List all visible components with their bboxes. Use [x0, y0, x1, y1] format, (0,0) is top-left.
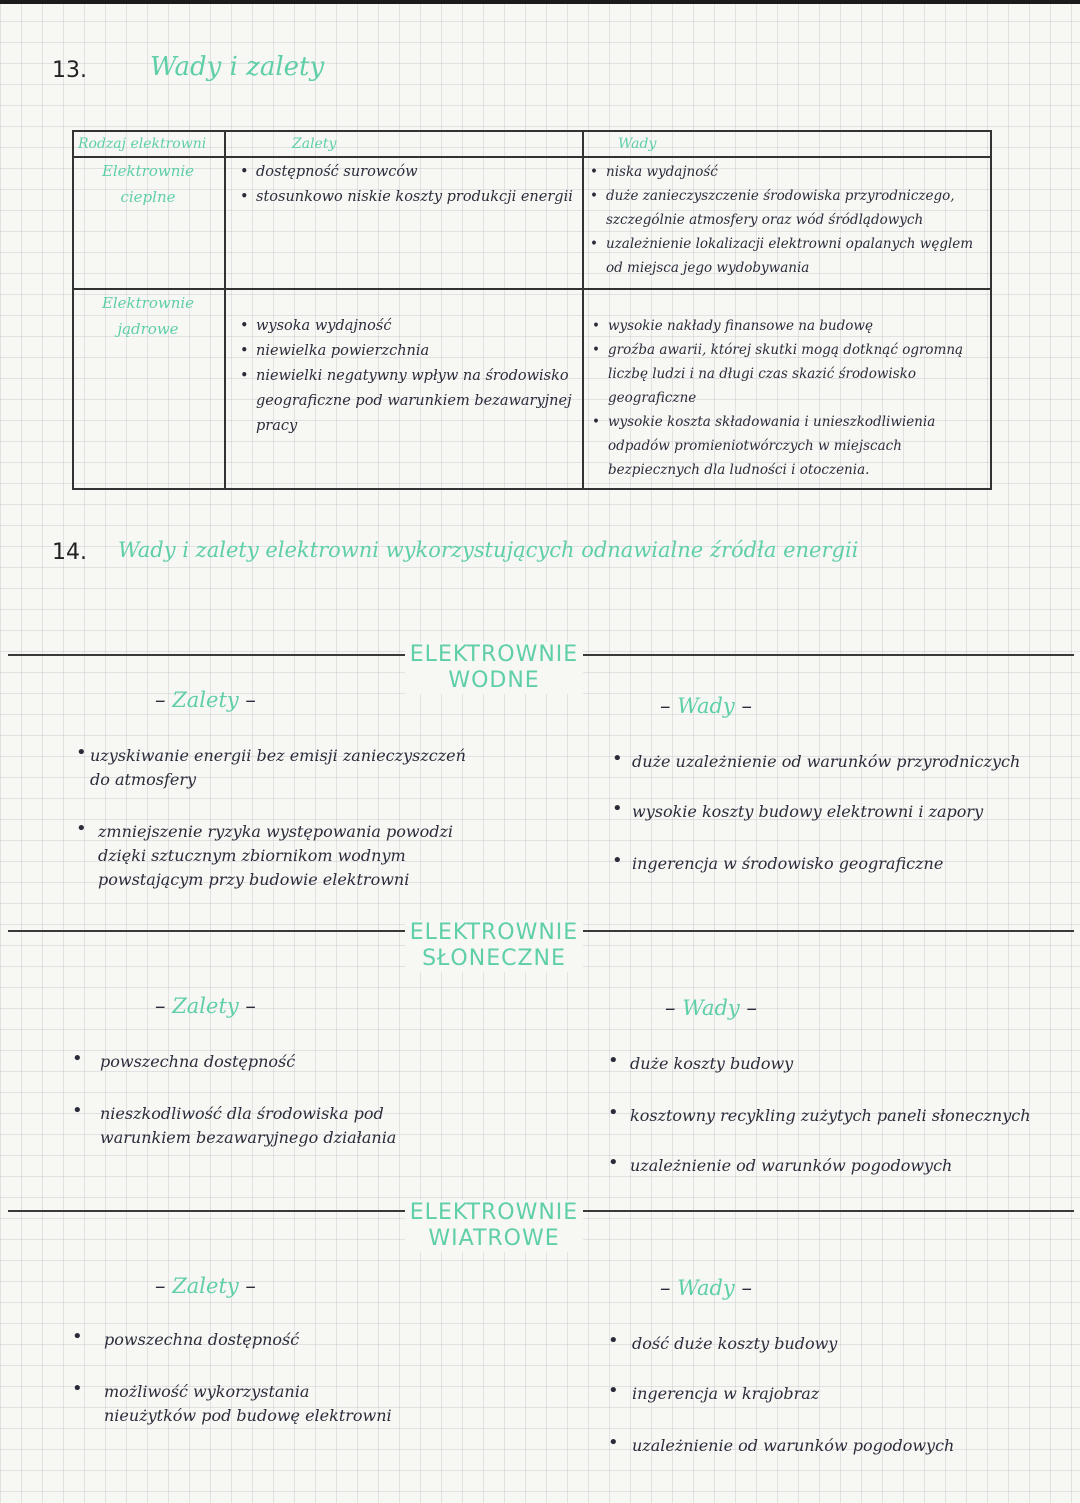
bullet: • — [76, 818, 87, 839]
table-divider — [224, 130, 226, 490]
bullet: • — [608, 1380, 619, 1401]
hydro-pros-label: – Zalety – — [155, 688, 256, 712]
wind-title-line1: ELEKTROWNIE — [409, 1200, 579, 1225]
row-type-nuclear: Elektrownie jądrowe — [101, 294, 195, 338]
wind-pros-label: – Zalety – — [155, 1274, 256, 1298]
list-item: uzyskiwanie energii bez emisji zanieczyszczeń do atmosfery — [90, 746, 466, 789]
section-13-title: Wady i zalety — [150, 52, 325, 82]
section-14-title: Wady i zalety elektrowni wykorzystujących odnawialne źródła energii — [118, 538, 859, 562]
label-text: Zalety — [172, 688, 239, 712]
row-nuclear-cons — [592, 314, 988, 482]
solar-section-title — [405, 920, 583, 972]
hydro-title-line2: WODNE — [448, 668, 540, 693]
label-text: Zalety — [172, 994, 239, 1018]
bullet: • — [72, 1378, 83, 1399]
bullet: • — [612, 798, 623, 819]
list-item: • duże zanieczyszczenie środowiska przyrodniczego, szczególnie atmosfery oraz wód śródlądowych — [590, 184, 988, 232]
list-item: • wysokie koszta składowania i unieszkodliwienia odpadów promieniotwórczych w miejscach bezpiecznych dla ludności i otoczenia. — [592, 410, 988, 482]
list-item: • niska wydajność — [590, 160, 988, 184]
bullet: • — [72, 1048, 83, 1069]
row-type-thermal: Elektrownie cieplne — [101, 162, 195, 206]
label-text: Wady — [677, 1276, 735, 1300]
bullet: • — [608, 1102, 619, 1123]
list-item: powszechna dostępność — [100, 1052, 296, 1071]
bullet: • — [608, 1330, 619, 1351]
bullet: • — [608, 1152, 619, 1173]
list-item: ingerencja w krajobraz — [632, 1384, 820, 1403]
table-header-cons: Wady — [618, 136, 657, 152]
list-item: • wysokie nakłady finansowe na budowę — [592, 314, 988, 338]
bullet: • — [72, 1326, 83, 1347]
list-item: nieszkodliwość dla środowiska pod warunkiem bezawaryjnego działania — [100, 1104, 397, 1147]
solar-cons-label: – Wady – — [665, 996, 757, 1020]
top-edge — [0, 0, 1080, 4]
table-header-type: Rodzaj elektrowni — [78, 136, 207, 152]
list-item: • niewielka powierzchnia — [240, 339, 576, 364]
section-13-number: 13. — [52, 58, 87, 83]
wind-title-line2: WIATROWE — [428, 1226, 560, 1251]
solar-pros-label: – Zalety – — [155, 994, 256, 1018]
solar-title-line2: SŁONECZNE — [422, 946, 566, 971]
label-text: Wady — [682, 996, 740, 1020]
list-item: możliwość wykorzystania nieużytków pod budowę elektrowni — [104, 1382, 392, 1425]
list-item: uzależnienie od warunków pogodowych — [630, 1156, 953, 1175]
list-item: • stosunkowo niskie koszty produkcji energii — [240, 185, 576, 210]
list-item: uzależnienie od warunków pogodowych — [632, 1436, 955, 1455]
hydro-section-title — [405, 642, 583, 694]
list-item: duże uzależnienie od warunków przyrodniczych — [632, 752, 1021, 771]
list-item: kosztowny recykling zużytych paneli słonecznych — [630, 1106, 1031, 1125]
list-item: duże koszty budowy — [630, 1054, 794, 1073]
list-item: dość duże koszty budowy — [632, 1334, 838, 1353]
row-thermal-pros — [240, 160, 576, 210]
section-14-number: 14. — [52, 540, 87, 565]
hydro-title-line1: ELEKTROWNIE — [409, 642, 579, 667]
list-item: • groźba awarii, której skutki mogą dotknąć ogromną liczbę ludzi i na długi czas skazić środowisko geograficzne — [592, 338, 988, 410]
hydro-cons-label: – Wady – — [660, 694, 752, 718]
bullet: • — [72, 1100, 83, 1121]
label-text: Zalety — [172, 1274, 239, 1298]
list-item: • uzależnienie lokalizacji elektrowni opalanych węglem od miejsca jego wydobywania — [590, 232, 988, 280]
list-item: ingerencja w środowisko geograficzne — [632, 854, 944, 873]
bullet: • — [608, 1050, 619, 1071]
wind-cons-label: – Wady – — [660, 1276, 752, 1300]
list-item: powszechna dostępność — [104, 1330, 300, 1349]
solar-title-line1: ELEKTROWNIE — [409, 920, 579, 945]
bullet: • — [612, 748, 623, 769]
list-item: • niewielki negatywny wpływ na środowisko geograficzne pod warunkiem bezawaryjnej pracy — [240, 364, 576, 439]
label-text: Wady — [677, 694, 735, 718]
table-divider — [582, 130, 584, 490]
list-item: wysokie koszty budowy elektrowni i zapory — [632, 802, 984, 821]
row-thermal-cons — [590, 160, 988, 280]
bullet: • — [612, 850, 623, 871]
wind-section-title — [405, 1200, 583, 1252]
bullet: • — [76, 742, 87, 763]
bullet: • — [608, 1432, 619, 1453]
list-item: • wysoka wydajność — [240, 314, 576, 339]
list-item: zmniejszenie ryzyka występowania powodzi dzięki sztucznym zbiornikom wodnym powstającym przy budowie elektrowni — [98, 822, 454, 889]
row-nuclear-pros — [240, 314, 576, 439]
table-header-pros: Zalety — [292, 136, 337, 152]
list-item: • dostępność surowców — [240, 160, 576, 185]
